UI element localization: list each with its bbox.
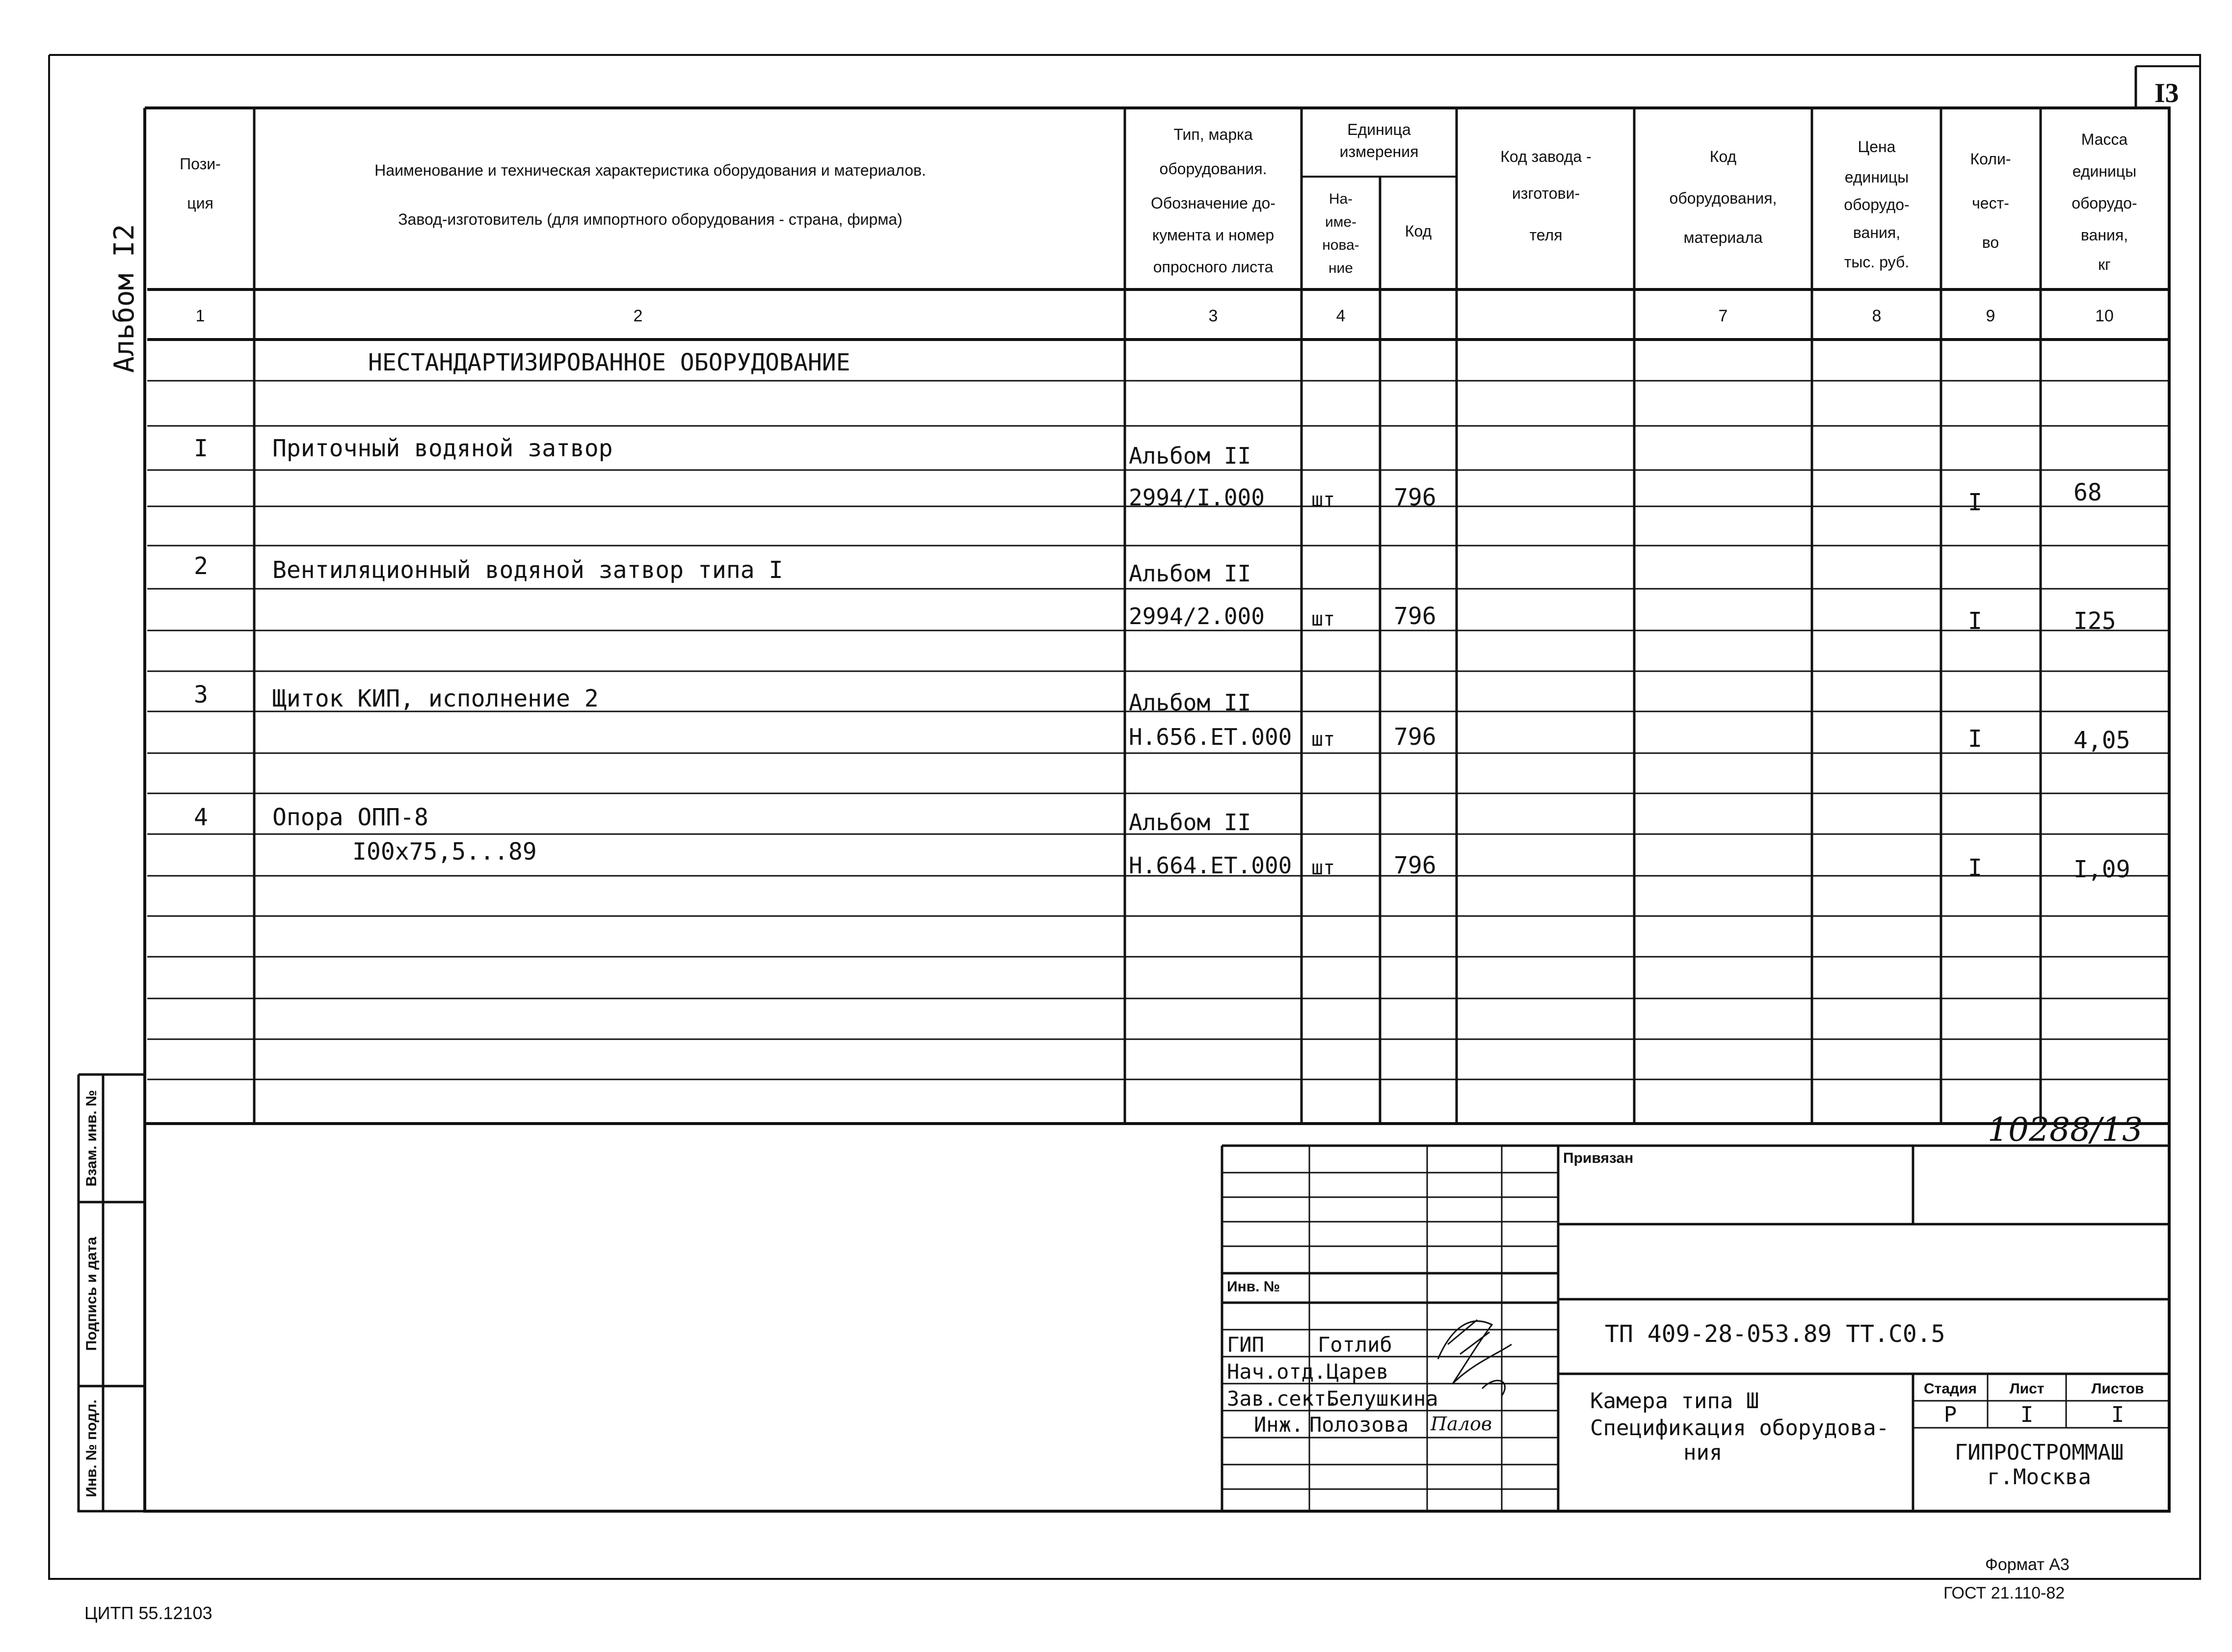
header-col2-line1: Наименование и техническая характеристика оборудования и материалов. [374,161,926,179]
header-unit-group [1340,121,1419,160]
svg-text:796: 796 [1394,852,1436,879]
svg-text:Код завода -: Код завода - [1500,148,1592,165]
svg-text:Код: Код [1709,148,1737,165]
svg-text:Н.656.ЕТ.000: Н.656.ЕТ.000 [1129,724,1292,750]
section-title: НЕСТАНДАРТИЗИРОВАННОЕ ОБОРУДОВАНИЕ [368,349,850,376]
svg-text:2: 2 [633,307,643,325]
format-label: Формат А3 [1985,1555,2070,1574]
stage-label: Стадия [1923,1381,1977,1397]
sheets-value: I [2111,1402,2125,1427]
svg-text:вания,: вания, [2080,226,2128,244]
svg-text:Пози-: Пози- [180,155,221,173]
svg-text:оборудо-: оборудо- [1844,196,1910,213]
svg-text:единицы: единицы [1844,168,1909,186]
header-col8 [1844,138,1909,271]
svg-text:Подпись и дата: Подпись и дата [83,1236,100,1351]
header-col6 [1500,148,1592,244]
svg-text:На-: На- [1329,191,1353,207]
svg-text:измерения: измерения [1339,143,1419,160]
svg-text:име-: име- [1325,214,1357,230]
svg-text:Альбом II: Альбом II [1129,443,1251,469]
svg-text:изготови-: изготови- [1512,184,1580,202]
svg-text:I: I [1968,854,1982,882]
svg-text:Н.664.ЕТ.000: Н.664.ЕТ.000 [1129,852,1292,879]
header-col3 [1151,126,1275,276]
table-row-item-3 [194,681,2130,754]
svg-text:Спецификация оборудова-: Спецификация оборудова- [1590,1416,1889,1441]
handwritten-number: 10288/13 [1988,1111,2143,1149]
svg-text:шт: шт [1311,728,1335,751]
svg-text:Царев: Царев [1327,1360,1389,1384]
svg-text:тыс. руб.: тыс. руб. [1844,253,1910,271]
header-col2-line2: Завод-изготовитель (для импортного оборудования - страна, фирма) [398,210,903,228]
svg-text:Взам. инв. №: Взам. инв. № [83,1090,100,1187]
svg-text:материала: материала [1683,229,1763,246]
sheet-value: I [2020,1402,2034,1427]
svg-text:Коли-: Коли- [1970,150,2011,168]
album-label: Альбом I2 [108,224,140,373]
side-stamp [83,1090,100,1497]
svg-text:Единица: Единица [1347,121,1411,138]
svg-text:Опора ОПП-8: Опора ОПП-8 [272,804,428,831]
svg-text:7: 7 [1718,307,1728,325]
svg-text:чест-: чест- [1972,194,2009,212]
svg-text:шт: шт [1311,857,1335,879]
svg-text:теля: теля [1529,226,1563,244]
svg-text:ГИП: ГИП [1227,1333,1264,1357]
svg-text:Зав.сект.: Зав.сект. [1227,1387,1339,1411]
svg-text:г.Москва: г.Москва [1987,1465,2091,1490]
svg-text:Цена: Цена [1858,138,1896,156]
svg-text:вания,: вания, [1853,224,1901,241]
svg-text:Нач.отд.: Нач.отд. [1227,1360,1327,1384]
svg-text:Масса: Масса [2081,131,2128,148]
svg-text:Альбом II: Альбом II [1129,689,1251,716]
svg-text:68: 68 [2073,479,2102,506]
svg-text:I: I [1968,489,1982,516]
svg-text:Альбом II: Альбом II [1129,809,1251,836]
svg-text:2994/I.000: 2994/I.000 [1129,484,1265,511]
svg-text:оборудо-: оборудо- [2072,194,2137,212]
svg-text:нова-: нова- [1322,237,1359,253]
svg-text:10: 10 [2095,307,2114,325]
document-code: ТП 409-28-053.89 ТТ.С0.5 [1605,1320,1945,1348]
gost-label: ГОСТ 21.110-82 [1943,1584,2065,1602]
svg-text:Обозначение до-: Обозначение до- [1151,194,1275,212]
svg-text:Готлиб: Готлиб [1318,1333,1392,1357]
svg-text:2994/2.000: 2994/2.000 [1129,603,1265,629]
sheet-label: Лист [2009,1381,2045,1397]
table-row-item-2 [194,552,2116,635]
document-title [1590,1389,1889,1465]
header-col4 [1322,191,1359,276]
header-col5: Код [1405,222,1432,240]
svg-text:шт: шт [1311,608,1335,630]
svg-text:796: 796 [1394,723,1436,751]
privyazan-label: Привязан [1563,1150,1634,1166]
sheet-number: I3 [2154,78,2179,108]
svg-text:I25: I25 [2073,607,2116,635]
svg-text:оборудования.: оборудования. [1159,160,1267,178]
sheets-label: Листов [2091,1381,2144,1397]
signature-text: Палов [1431,1413,1492,1435]
svg-text:шт: шт [1311,489,1335,511]
svg-text:4: 4 [1336,307,1346,325]
table-row-item-1 [194,435,2102,516]
svg-text:Камера типа Ш: Камера типа Ш [1590,1389,1759,1414]
svg-text:Белушкина: Белушкина [1327,1387,1438,1411]
svg-text:I00x75,5...89: I00x75,5...89 [352,838,537,865]
svg-text:I: I [1968,725,1982,753]
svg-text:796: 796 [1394,603,1436,630]
svg-text:I: I [1968,607,1982,635]
svg-text:Полозова: Полозова [1309,1413,1409,1437]
svg-text:кг: кг [2098,256,2111,273]
header-col7 [1670,148,1777,246]
header-col10 [2072,131,2137,273]
svg-text:8: 8 [1872,307,1882,325]
svg-text:3: 3 [194,681,208,708]
svg-text:ГИПРОСТРОММАШ: ГИПРОСТРОММАШ [1954,1440,2124,1465]
svg-text:Вентиляционный водяной затвор: Вентиляционный водяной затвор типа I [272,556,783,584]
svg-text:кумента и номер: кумента и номер [1152,226,1275,244]
stage-value: Р [1943,1402,1957,1427]
svg-text:1: 1 [195,307,205,325]
people-list [1227,1333,1438,1437]
svg-text:оборудования,: оборудования, [1669,189,1777,207]
svg-text:Тип, марка: Тип, марка [1173,126,1253,143]
signature-scribble [1438,1320,1512,1396]
svg-text:ния: ния [1683,1440,1723,1465]
header-col9 [1970,150,2011,251]
inv-no-label: Инв. № [1227,1279,1280,1295]
svg-text:3: 3 [1208,307,1218,325]
svg-text:I,09: I,09 [2073,856,2130,883]
table-row-item-4 [194,804,2130,883]
svg-text:4: 4 [194,804,208,831]
svg-text:Альбом II: Альбом II [1129,560,1251,587]
svg-text:Приточный водяной затвор: Приточный водяной затвор [272,435,613,462]
svg-text:796: 796 [1394,484,1436,511]
header-col1 [180,155,221,212]
svg-text:4,05: 4,05 [2073,727,2130,754]
svg-text:опросного листа: опросного листа [1153,258,1274,276]
svg-text:I: I [194,435,208,462]
svg-text:ция: ция [187,194,213,212]
organization [1955,1440,2124,1490]
svg-text:Щиток КИП, исполнение 2: Щиток КИП, исполнение 2 [272,685,599,712]
column-numbers-row [196,307,2114,325]
svg-text:единицы: единицы [2072,162,2137,180]
bottom-left-label: ЦИТП 55.12103 [84,1603,213,1623]
svg-text:ние: ние [1328,260,1354,276]
svg-text:2: 2 [194,552,208,580]
svg-text:во: во [1982,234,1999,251]
svg-text:Инв. № подл.: Инв. № подл. [83,1399,100,1497]
svg-text:Инж.: Инж. [1254,1413,1304,1437]
svg-text:9: 9 [1986,307,1995,325]
